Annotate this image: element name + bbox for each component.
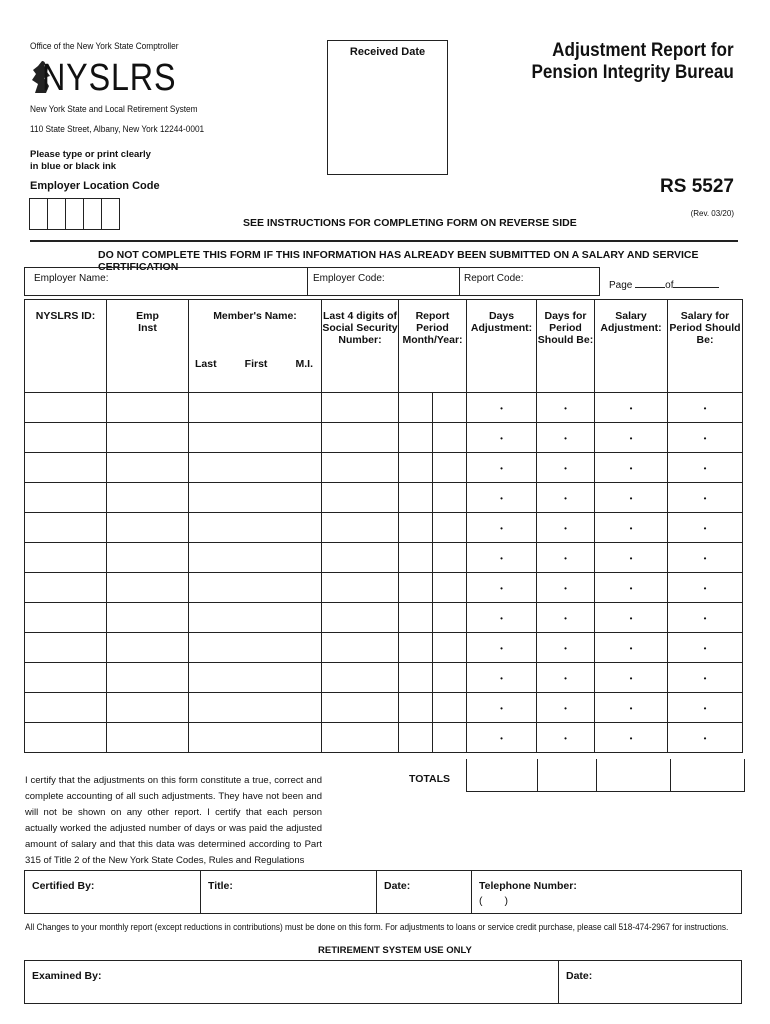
- emp-inst-cell[interactable]: [107, 513, 189, 543]
- member-name-cell[interactable]: [189, 573, 322, 603]
- report-month-cell[interactable]: [399, 603, 433, 632]
- page-total-field[interactable]: [673, 287, 719, 288]
- header-member-name: Member's Name: Last First M.I.: [189, 300, 322, 393]
- employer-name-label: Employer Name:: [34, 273, 109, 284]
- emp-inst-cell[interactable]: [107, 393, 189, 423]
- nyslrs-id-cell[interactable]: [25, 573, 107, 603]
- emp-inst-cell[interactable]: [107, 483, 189, 513]
- member-name-cell[interactable]: [189, 453, 322, 483]
- salary-should-be-cell[interactable]: [668, 393, 743, 423]
- report-period-cell[interactable]: [399, 423, 467, 453]
- decimal-point-marker: •: [564, 583, 567, 593]
- decimal-point-marker: •: [703, 493, 707, 503]
- decimal-point-marker: •: [500, 403, 503, 413]
- decimal-point-marker: •: [564, 553, 567, 563]
- signature-row: [24, 870, 742, 914]
- decimal-point-marker: •: [629, 583, 633, 593]
- nyslrs-id-cell[interactable]: [25, 633, 107, 663]
- member-name-cell[interactable]: [189, 633, 322, 663]
- salary-should-be-cell[interactable]: [668, 453, 743, 483]
- salary-should-be-cell[interactable]: [668, 573, 743, 603]
- nyslrs-id-cell[interactable]: [25, 423, 107, 453]
- days-adjustment-cell[interactable]: [467, 423, 537, 453]
- emp-inst-cell[interactable]: [107, 723, 189, 753]
- table-row: [25, 513, 743, 543]
- report-month-cell[interactable]: [399, 453, 433, 482]
- decimal-point-marker: •: [500, 523, 503, 533]
- examined-row: [24, 960, 742, 1004]
- total-days-adjustment[interactable]: [467, 759, 538, 791]
- salary-should-be-cell[interactable]: [668, 603, 743, 633]
- decimal-point-marker: •: [564, 403, 567, 413]
- decimal-point-marker: •: [500, 463, 503, 473]
- report-month-cell[interactable]: [399, 573, 433, 602]
- header-salary-should-be: Salary for Period Should Be:: [668, 300, 743, 393]
- form-title-line2: Pension Integrity Bureau: [531, 62, 734, 83]
- decimal-point-marker: •: [564, 493, 567, 503]
- received-date-label: Received Date: [349, 46, 426, 58]
- days-adjustment-cell[interactable]: [467, 693, 537, 723]
- days-should-be-cell[interactable]: [537, 723, 595, 753]
- decimal-point-marker: •: [564, 703, 567, 713]
- nyslrs-id-cell[interactable]: [25, 513, 107, 543]
- decimal-point-marker: •: [500, 673, 503, 683]
- last-name-label: Last: [195, 358, 217, 370]
- decimal-point-marker: •: [500, 433, 503, 443]
- days-adjustment-cell[interactable]: [467, 723, 537, 753]
- instructions-note: SEE INSTRUCTIONS FOR COMPLETING FORM ON REVERSE SIDE: [243, 217, 577, 229]
- member-name-cell[interactable]: [189, 693, 322, 723]
- form-number: RS 5527: [660, 176, 734, 197]
- salary-adjustment-cell[interactable]: [595, 543, 668, 573]
- nyslrs-id-cell[interactable]: [25, 663, 107, 693]
- nyslrs-id-cell[interactable]: [25, 453, 107, 483]
- salary-should-be-cell[interactable]: [668, 543, 743, 573]
- days-should-be-cell[interactable]: [537, 603, 595, 633]
- of-label: of: [665, 280, 674, 291]
- header-nyslrs-id: NYSLRS ID:: [25, 300, 107, 393]
- report-period-cell[interactable]: [399, 573, 467, 603]
- report-year-cell[interactable]: [433, 603, 466, 632]
- decimal-point-marker: •: [703, 703, 707, 713]
- report-year-cell[interactable]: [433, 663, 466, 692]
- report-year-cell[interactable]: [433, 513, 466, 542]
- total-days-should-be[interactable]: [538, 759, 597, 791]
- salary-should-be-cell[interactable]: [668, 513, 743, 543]
- member-name-cell[interactable]: [189, 393, 322, 423]
- days-should-be-cell[interactable]: [537, 633, 595, 663]
- nyslrs-id-cell[interactable]: [25, 723, 107, 753]
- report-month-cell[interactable]: [399, 693, 433, 722]
- report-period-cell[interactable]: [399, 723, 467, 753]
- decimal-point-marker: •: [703, 583, 707, 593]
- report-period-cell[interactable]: [399, 393, 467, 423]
- table-row: [25, 693, 743, 723]
- total-salary-should-be[interactable]: [671, 759, 744, 791]
- report-year-cell[interactable]: [433, 423, 466, 452]
- table-row: [25, 573, 743, 603]
- logo-text: NYSLRS: [42, 57, 177, 99]
- decimal-point-marker: •: [703, 433, 707, 443]
- report-month-cell[interactable]: [399, 723, 433, 752]
- telephone-field[interactable]: Telephone Number: ( ): [472, 871, 741, 913]
- report-month-cell[interactable]: [399, 393, 433, 422]
- report-month-cell[interactable]: [399, 513, 433, 542]
- title-field[interactable]: [201, 871, 377, 913]
- certification-text: I certify that the adjustments on this form constitute a true, correct and complete accounting of all such adjustments. They have not been and will not be shown on any other report. I certify that each person actually worked the adjusted number of days or was paid the adjusted amount of salary and that this data was determined according to Part 315 of Title 2 of the New York State Codes, Rules and Regulations: [25, 775, 322, 866]
- decimal-point-marker: •: [703, 613, 707, 623]
- table-row: [25, 603, 743, 633]
- received-date-box[interactable]: [327, 40, 448, 175]
- decimal-point-marker: •: [703, 733, 707, 743]
- header-report-period: Report Period Month/Year:: [399, 300, 467, 393]
- days-should-be-cell[interactable]: [537, 663, 595, 693]
- divider: [30, 240, 738, 242]
- decimal-point-marker: •: [500, 703, 503, 713]
- ssn-cell[interactable]: [322, 513, 399, 543]
- report-month-cell[interactable]: [399, 663, 433, 692]
- decimal-point-marker: •: [629, 493, 633, 503]
- employer-location-label: Employer Location Code: [30, 180, 160, 192]
- emp-inst-cell[interactable]: [107, 543, 189, 573]
- title-label: Title:: [208, 880, 233, 892]
- days-adjustment-cell[interactable]: [467, 513, 537, 543]
- print-note-line2: in blue or black ink: [30, 161, 117, 172]
- decimal-point-marker: •: [500, 553, 503, 563]
- table-row: [25, 483, 743, 513]
- ssn-cell[interactable]: [322, 693, 399, 723]
- employer-code-label: Employer Code:: [313, 273, 385, 284]
- report-year-cell[interactable]: [433, 693, 466, 722]
- decimal-point-marker: •: [564, 643, 567, 653]
- report-year-cell[interactable]: [433, 453, 466, 482]
- salary-should-be-cell[interactable]: [668, 633, 743, 663]
- ssn-cell[interactable]: [322, 663, 399, 693]
- header-salary-adjustment: Salary Adjustment:: [595, 300, 668, 393]
- emp-inst-cell[interactable]: [107, 693, 189, 723]
- decimal-point-marker: •: [564, 433, 567, 443]
- salary-adjustment-cell[interactable]: [595, 633, 668, 663]
- decimal-point-marker: •: [500, 733, 503, 743]
- location-code-box[interactable]: [29, 198, 48, 230]
- page-label: Page: [609, 280, 633, 291]
- page-indicator: [609, 280, 719, 291]
- report-month-cell[interactable]: [399, 543, 433, 572]
- days-should-be-cell[interactable]: [537, 573, 595, 603]
- date-label: Date:: [384, 880, 411, 892]
- days-adjustment-cell[interactable]: [467, 453, 537, 483]
- print-note-line1: Please type or print clearly: [30, 149, 151, 160]
- salary-adjustment-cell[interactable]: [595, 393, 668, 423]
- member-name-cell[interactable]: [189, 483, 322, 513]
- report-code-field[interactable]: [460, 268, 599, 295]
- employer-name-field[interactable]: [25, 268, 308, 295]
- table-row: [25, 723, 743, 753]
- report-period-cell[interactable]: [399, 543, 467, 573]
- first-name-label: First: [244, 358, 268, 370]
- totals-row: [466, 759, 745, 792]
- middle-initial-label: M.I.: [295, 358, 313, 370]
- member-name-cell[interactable]: [189, 663, 322, 693]
- page-number-field[interactable]: [635, 287, 665, 288]
- salary-adjustment-cell[interactable]: [595, 693, 668, 723]
- report-month-cell[interactable]: [399, 423, 433, 452]
- days-adjustment-cell[interactable]: [467, 543, 537, 573]
- ssn-cell[interactable]: [322, 573, 399, 603]
- report-period-cell[interactable]: [399, 693, 467, 723]
- report-year-cell[interactable]: [433, 633, 466, 662]
- days-adjustment-cell[interactable]: [467, 483, 537, 513]
- member-name-cell[interactable]: [189, 603, 322, 633]
- table-row: [25, 453, 743, 483]
- salary-adjustment-cell[interactable]: [595, 723, 668, 753]
- header-days-should-be: Days for Period Should Be:: [537, 300, 595, 393]
- salary-adjustment-cell[interactable]: [595, 603, 668, 633]
- form-title-line1: Adjustment Report for: [552, 40, 734, 61]
- days-adjustment-cell[interactable]: [467, 603, 537, 633]
- days-should-be-cell[interactable]: [537, 393, 595, 423]
- days-adjustment-cell[interactable]: [467, 633, 537, 663]
- days-should-be-cell[interactable]: [537, 693, 595, 723]
- salary-adjustment-cell[interactable]: [595, 573, 668, 603]
- employer-info-row: [24, 267, 600, 296]
- salary-adjustment-cell[interactable]: [595, 513, 668, 543]
- retirement-use-only: RETIREMENT SYSTEM USE ONLY: [318, 945, 472, 956]
- nyslrs-id-cell[interactable]: [25, 483, 107, 513]
- ssn-cell[interactable]: [322, 633, 399, 663]
- decimal-point-marker: •: [629, 403, 633, 413]
- ssn-cell[interactable]: [322, 723, 399, 753]
- decimal-point-marker: •: [703, 643, 707, 653]
- days-should-be-cell[interactable]: [537, 543, 595, 573]
- header-ssn: Last 4 digits of Social Security Number:: [322, 300, 399, 393]
- adjustment-table: [24, 299, 743, 753]
- report-period-cell[interactable]: [399, 633, 467, 663]
- table-row: [25, 663, 743, 693]
- decimal-point-marker: •: [703, 553, 707, 563]
- decimal-point-marker: •: [629, 643, 633, 653]
- salary-adjustment-cell[interactable]: [595, 663, 668, 693]
- nyslrs-id-cell[interactable]: [25, 603, 107, 633]
- decimal-point-marker: •: [564, 523, 567, 533]
- report-period-cell[interactable]: [399, 483, 467, 513]
- report-period-cell[interactable]: [399, 603, 467, 633]
- decimal-point-marker: •: [564, 733, 567, 743]
- table-row: [25, 633, 743, 663]
- decimal-point-marker: •: [500, 613, 503, 623]
- salary-adjustment-cell[interactable]: [595, 423, 668, 453]
- table-row: [25, 543, 743, 573]
- report-year-cell[interactable]: [433, 543, 466, 572]
- days-should-be-cell[interactable]: [537, 483, 595, 513]
- report-year-cell[interactable]: [433, 393, 466, 422]
- ssn-cell[interactable]: [322, 603, 399, 633]
- days-adjustment-cell[interactable]: [467, 573, 537, 603]
- emp-inst-cell[interactable]: [107, 423, 189, 453]
- decimal-point-marker: •: [500, 643, 503, 653]
- certified-by-field[interactable]: [25, 871, 201, 913]
- warning-note: DO NOT COMPLETE THIS FORM IF THIS INFORMATION HAS ALREADY BEEN SUBMITTED ON A SALARY AND SERVICE CERTIFICATION: [98, 249, 699, 273]
- days-adjustment-cell[interactable]: [467, 663, 537, 693]
- decimal-point-marker: •: [629, 553, 633, 563]
- report-month-cell[interactable]: [399, 633, 433, 662]
- decimal-point-marker: •: [629, 433, 633, 443]
- employer-location-code-boxes[interactable]: [29, 198, 120, 230]
- system-name: New York State and Local Retirement System: [30, 104, 198, 114]
- ssn-cell[interactable]: [322, 483, 399, 513]
- table-row: [25, 393, 743, 423]
- decimal-point-marker: •: [629, 673, 633, 683]
- report-code-label: Report Code:: [464, 273, 524, 284]
- nyslrs-id-cell[interactable]: [25, 543, 107, 573]
- member-name-cell[interactable]: [189, 423, 322, 453]
- emp-inst-cell[interactable]: [107, 633, 189, 663]
- report-period-cell[interactable]: [399, 513, 467, 543]
- report-period-cell[interactable]: [399, 663, 467, 693]
- report-month-cell[interactable]: [399, 483, 433, 512]
- examined-by-label: Examined By:: [32, 970, 102, 982]
- report-period-cell[interactable]: [399, 453, 467, 483]
- header-days-adjustment: Days Adjustment:: [467, 300, 537, 393]
- report-year-cell[interactable]: [433, 483, 466, 512]
- decimal-point-marker: •: [703, 463, 707, 473]
- emp-inst-cell[interactable]: [107, 453, 189, 483]
- ssn-cell[interactable]: [322, 393, 399, 423]
- ssn-cell[interactable]: [322, 453, 399, 483]
- ssn-cell[interactable]: [322, 423, 399, 453]
- table-row: [25, 423, 743, 453]
- decimal-point-marker: •: [703, 673, 707, 683]
- decimal-point-marker: •: [629, 463, 633, 473]
- emp-inst-cell[interactable]: [107, 603, 189, 633]
- examined-date-field[interactable]: [559, 961, 741, 1003]
- report-year-cell[interactable]: [433, 723, 466, 752]
- decimal-point-marker: •: [564, 613, 567, 623]
- member-name-cell[interactable]: [189, 513, 322, 543]
- member-name-cell[interactable]: [189, 543, 322, 573]
- salary-should-be-cell[interactable]: [668, 483, 743, 513]
- address: 110 State Street, Albany, New York 12244-0001: [30, 124, 205, 134]
- examined-date-label: Date:: [566, 970, 593, 982]
- employer-code-field[interactable]: [308, 268, 460, 295]
- decimal-point-marker: •: [500, 583, 503, 593]
- decimal-point-marker: •: [629, 703, 633, 713]
- report-year-cell[interactable]: [433, 573, 466, 602]
- date-field[interactable]: [377, 871, 472, 913]
- examined-by-field[interactable]: [25, 961, 559, 1003]
- decimal-point-marker: •: [629, 613, 633, 623]
- days-should-be-cell[interactable]: [537, 513, 595, 543]
- decimal-point-marker: •: [629, 523, 633, 533]
- salary-should-be-cell[interactable]: [668, 723, 743, 753]
- footer-note: All Changes to your monthly report (except reductions in contributions) must be done on this form. For adjustments to loans or service credit purchase, please call 518-474-2967 for instructions.: [25, 922, 729, 933]
- days-adjustment-cell[interactable]: [467, 393, 537, 423]
- header-emp-inst: Emp Inst: [107, 300, 189, 393]
- location-code-box[interactable]: [66, 198, 84, 230]
- days-should-be-cell[interactable]: [537, 423, 595, 453]
- salary-should-be-cell[interactable]: [668, 663, 743, 693]
- total-salary-adjustment[interactable]: [597, 759, 671, 791]
- revision: (Rev. 03/20): [690, 209, 734, 218]
- location-code-box[interactable]: [84, 198, 102, 230]
- decimal-point-marker: •: [564, 463, 567, 473]
- office-name: Office of the New York State Comptroller: [30, 41, 179, 51]
- ssn-cell[interactable]: [322, 543, 399, 573]
- totals-label: TOTALS: [409, 773, 451, 785]
- location-code-box[interactable]: [102, 198, 120, 230]
- decimal-point-marker: •: [703, 523, 707, 533]
- nyslrs-id-cell[interactable]: [25, 693, 107, 723]
- salary-should-be-cell[interactable]: [668, 693, 743, 723]
- salary-adjustment-cell[interactable]: [595, 483, 668, 513]
- emp-inst-cell[interactable]: [107, 663, 189, 693]
- telephone-label: Telephone Number:: [479, 880, 577, 892]
- salary-should-be-cell[interactable]: [668, 423, 743, 453]
- member-name-cell[interactable]: [189, 723, 322, 753]
- salary-adjustment-cell[interactable]: [595, 453, 668, 483]
- emp-inst-cell[interactable]: [107, 573, 189, 603]
- decimal-point-marker: •: [500, 493, 503, 503]
- location-code-box[interactable]: [48, 198, 66, 230]
- decimal-point-marker: •: [629, 733, 633, 743]
- nyslrs-id-cell[interactable]: [25, 393, 107, 423]
- decimal-point-marker: •: [564, 673, 567, 683]
- days-should-be-cell[interactable]: [537, 453, 595, 483]
- decimal-point-marker: •: [703, 403, 707, 413]
- certified-by-label: Certified By:: [32, 880, 95, 892]
